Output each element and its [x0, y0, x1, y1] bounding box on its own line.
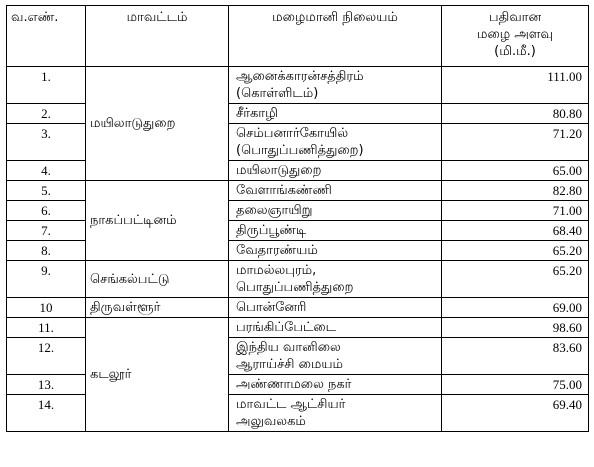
header-row	[7, 6, 589, 67]
table-row	[7, 318, 589, 338]
serial-cell: 6.	[7, 201, 86, 221]
station-line: ஆனைக்காரன்சத்திரம்	[236, 69, 364, 84]
station-cell: வேளாங்கண்ணி	[229, 181, 442, 201]
rainfall-value: 69.40	[442, 395, 589, 432]
rainfall-table	[6, 5, 589, 432]
district-cell: மயிலாடுதுறை	[86, 67, 229, 181]
station-cell: திருப்பூண்டி	[229, 221, 442, 241]
serial-cell: 7.	[7, 221, 86, 241]
station-line: (பொதுப்பணித்துறை)	[236, 143, 364, 158]
header-rainfall-line3: (மி.மீ.)	[494, 44, 536, 59]
header-station: மழைமானி நிலையம்	[229, 6, 442, 67]
serial-cell: 13.	[7, 375, 86, 395]
rainfall-value: 65.20	[442, 261, 589, 298]
serial-cell: 11.	[7, 318, 86, 338]
table-row	[7, 261, 589, 298]
serial-cell: 10	[7, 298, 86, 318]
station-line: ஆராய்ச்சி மையம்	[236, 357, 343, 372]
header-rainfall	[442, 6, 589, 67]
station-cell: தலைஞாயிறு	[229, 201, 442, 221]
station-cell	[229, 67, 442, 104]
district-cell: திருவள்ளூர்	[86, 298, 229, 318]
serial-cell: 2.	[7, 104, 86, 124]
header-serial: வ.எண்.	[7, 6, 86, 67]
station-line: செம்பனார்கோயில்	[236, 126, 349, 141]
station-line: மாமல்லபுரம்,	[236, 263, 317, 278]
station-cell: மயிலாடுதுறை	[229, 161, 442, 181]
rainfall-value: 83.60	[442, 338, 589, 375]
station-cell: அண்ணாமலை நகர்	[229, 375, 442, 395]
station-line: மாவட்ட ஆட்சியர்	[236, 397, 346, 412]
station-line: பொதுப்பணித்துறை	[236, 280, 354, 295]
rainfall-value: 69.00	[442, 298, 589, 318]
district-cell: நாகப்பட்டினம்	[86, 181, 229, 261]
district-cell: செங்கல்பட்டு	[86, 261, 229, 298]
station-cell	[229, 338, 442, 375]
station-line: இந்திய வானிலை	[236, 340, 341, 355]
rainfall-value: 75.00	[442, 375, 589, 395]
rainfall-value: 82.80	[442, 181, 589, 201]
station-cell: பரங்கிப்பேட்டை	[229, 318, 442, 338]
station-cell	[229, 124, 442, 161]
station-cell	[229, 395, 442, 432]
rainfall-value: 65.00	[442, 161, 589, 181]
serial-cell: 8.	[7, 241, 86, 261]
station-cell: பொன்னேரி	[229, 298, 442, 318]
header-rainfall-line1: பதிவான	[488, 10, 542, 25]
table-row	[7, 298, 589, 318]
rainfall-value: 71.00	[442, 201, 589, 221]
district-cell: கடலூர்	[86, 318, 229, 432]
serial-cell: 1.	[7, 67, 86, 104]
serial-cell: 14.	[7, 395, 86, 432]
table-row	[7, 67, 589, 104]
serial-cell: 12.	[7, 338, 86, 375]
header-district: மாவட்டம்	[86, 6, 229, 67]
station-cell: வேதாரண்யம்	[229, 241, 442, 261]
table-row	[7, 181, 589, 201]
station-line: அலுவலகம்	[236, 414, 306, 429]
serial-cell: 4.	[7, 161, 86, 181]
rainfall-value: 68.40	[442, 221, 589, 241]
station-cell: சீர்காழி	[229, 104, 442, 124]
station-line: (கொள்ளிடம்)	[236, 86, 319, 101]
rainfall-value: 65.20	[442, 241, 589, 261]
rainfall-value: 111.00	[442, 67, 589, 104]
serial-cell: 3.	[7, 124, 86, 161]
serial-cell: 5.	[7, 181, 86, 201]
header-rainfall-line2: மழை அளவு	[477, 27, 553, 42]
rainfall-value: 98.60	[442, 318, 589, 338]
rainfall-value: 80.80	[442, 104, 589, 124]
rainfall-value: 71.20	[442, 124, 589, 161]
serial-cell: 9.	[7, 261, 86, 298]
station-cell	[229, 261, 442, 298]
